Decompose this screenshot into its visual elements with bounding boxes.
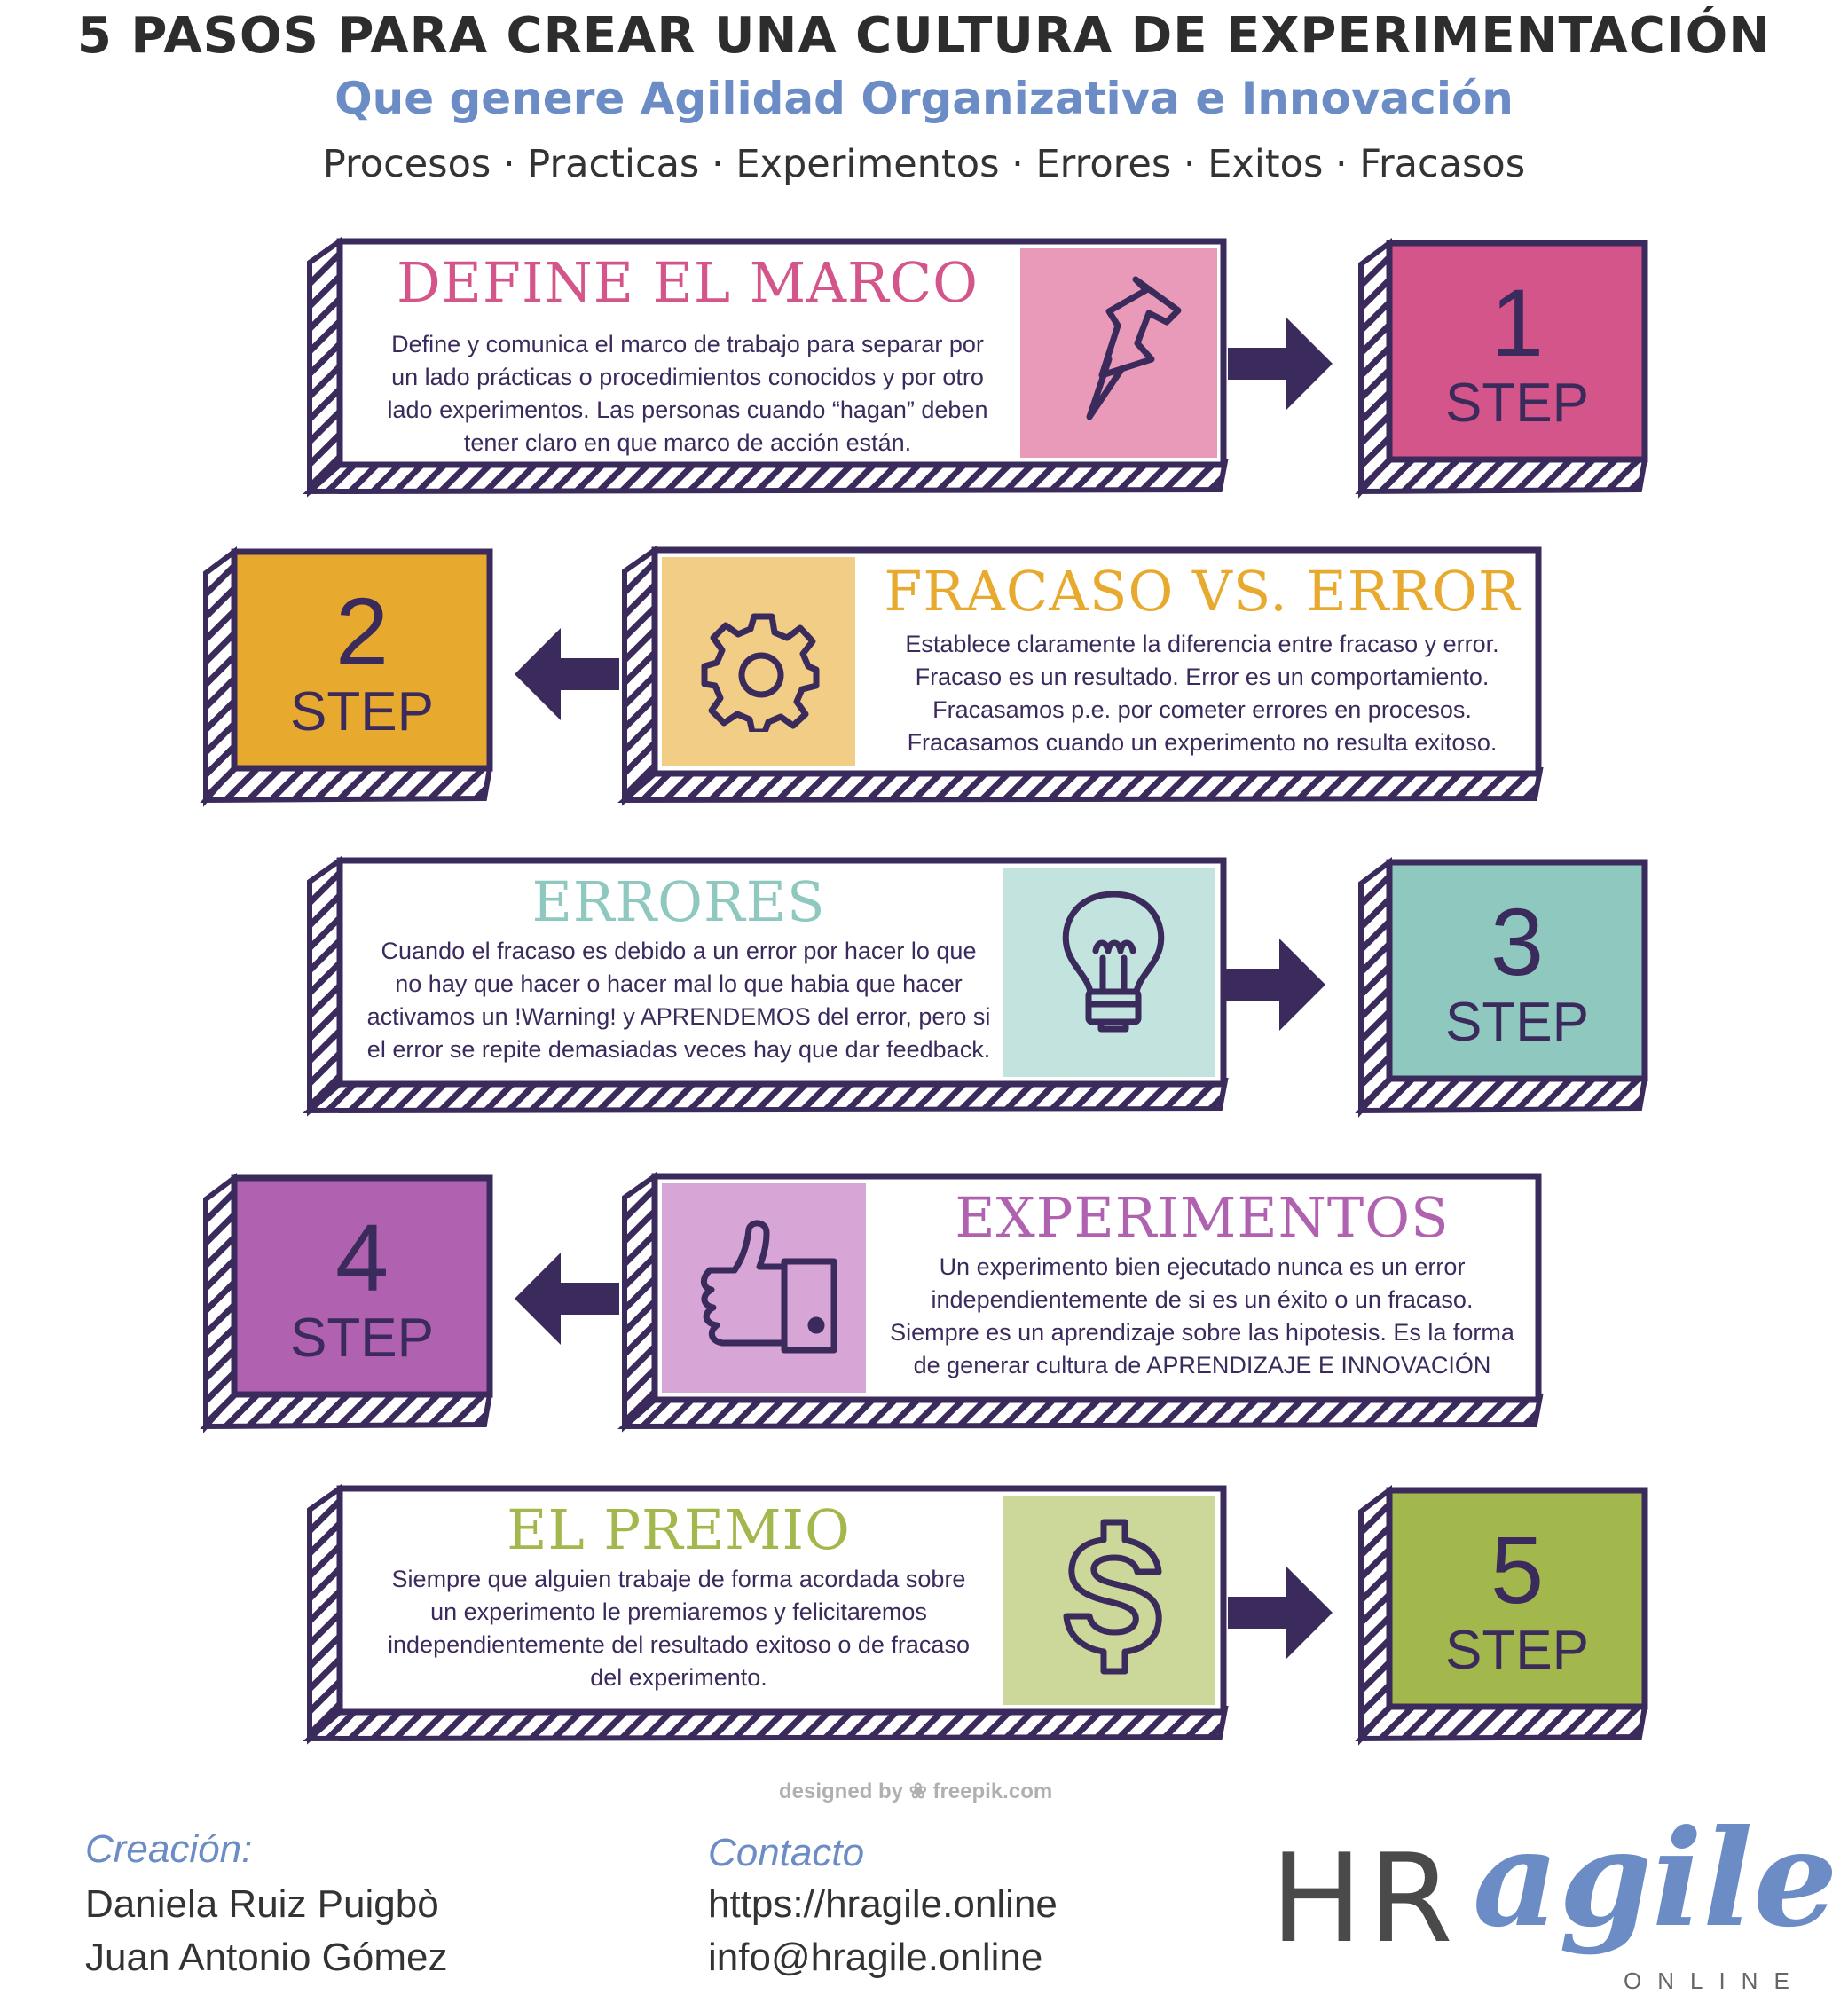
step-4-number: 4	[334, 1204, 389, 1311]
pushpin-icon	[1073, 271, 1198, 426]
logo-agile-text: agile	[1473, 1801, 1838, 1957]
step-2-title: FRACASO VS. ERROR	[884, 559, 1521, 624]
step-3-number: 3	[1490, 888, 1545, 995]
contact-email[interactable]: info@hragile.online	[708, 1936, 1043, 1979]
gear-icon	[701, 608, 825, 732]
author-1: Daniela Ruiz Puigbò	[85, 1882, 439, 1926]
step-3-title: ERRORES	[531, 869, 826, 934]
step-2-number: 2	[334, 577, 389, 685]
arrow-right-icon	[1224, 310, 1340, 417]
page-title: 5 PASOS PARA CREAR UNA CULTURA DE EXPERIMENTACIÓN	[76, 7, 1772, 65]
step-2-text: Establece claramente la diferencia entre fracaso y error. Fracaso es un resultado. Error es un comportamiento. Fracasamos p.e. por cometer errores en procesos. Fracasamos cuando un experimento no resulta exitoso.	[905, 631, 1499, 756]
arrow-left-icon	[507, 1245, 623, 1352]
page-tags: Procesos · Practicas · Experimentos · Errores · Exitos · Fracasos	[322, 142, 1526, 186]
step-5-title: EL PREMIO	[507, 1497, 851, 1562]
thumbs-up-icon	[692, 1215, 843, 1357]
step-1-title: DEFINE EL MARCO	[396, 250, 979, 315]
logo-online-text: ONLINE	[1624, 1968, 1805, 1994]
step-4-text: Un experimento bien ejecutado nunca es un error independientemente de si es un éxito o un fracaso. Siempre es un aprendizaje sobre las hipotesis. Es la forma de generar cultura de APRENDIZAJE E INNOVACIÓN	[890, 1253, 1514, 1378]
lightbulb-icon	[1051, 887, 1176, 1038]
step-5-number: 5	[1490, 1516, 1545, 1623]
step-3-text: Cuando el fracaso es debido a un error por hacer lo que no hay que hacer o hacer mal lo que habia que hacer activamos un !Warning! y APRENDEMOS del error, pero si el error se repite demasiadas veces hay que dar feedback.	[366, 938, 991, 1063]
step-4-label: STEP	[290, 1308, 434, 1369]
arrow-left-icon	[507, 621, 623, 727]
contact-label: Contacto	[708, 1831, 865, 1874]
step-1-number: 1	[1490, 269, 1545, 376]
step-5-label: STEP	[1445, 1620, 1589, 1681]
step-5-text: Siempre que alguien trabaje de forma acordada sobre un experimento le premiaremos y felicitaremos independientemente del resultado exitoso o de fracaso del experimento.	[388, 1566, 970, 1691]
arrow-right-icon	[1217, 931, 1333, 1038]
creation-label: Creación:	[85, 1827, 253, 1871]
arrow-right-icon	[1224, 1559, 1340, 1666]
dollar-icon	[1056, 1517, 1171, 1677]
step-1-label: STEP	[1445, 373, 1589, 434]
step-1-text: Define y comunica el marco de trabajo para separar por un lado prácticas o procedimientos conocidos y por otro lado experimentos. Las personas cuando “hagan” deben tener claro en que marco de acción están.	[387, 331, 988, 456]
step-2-label: STEP	[290, 681, 434, 742]
author-2: Juan Antonio Gómez	[85, 1936, 448, 1979]
contact-url[interactable]: https://hragile.online	[708, 1882, 1058, 1926]
step-3-label: STEP	[1445, 992, 1589, 1053]
freepik-credit: designed by ❀ freepik.com	[779, 1779, 1053, 1803]
page-subtitle: Que genere Agilidad Organizativa e Innovación	[334, 73, 1514, 124]
step-4-title: EXPERIMENTOS	[955, 1185, 1450, 1250]
logo-hr-text: HR	[1270, 1827, 1459, 1970]
